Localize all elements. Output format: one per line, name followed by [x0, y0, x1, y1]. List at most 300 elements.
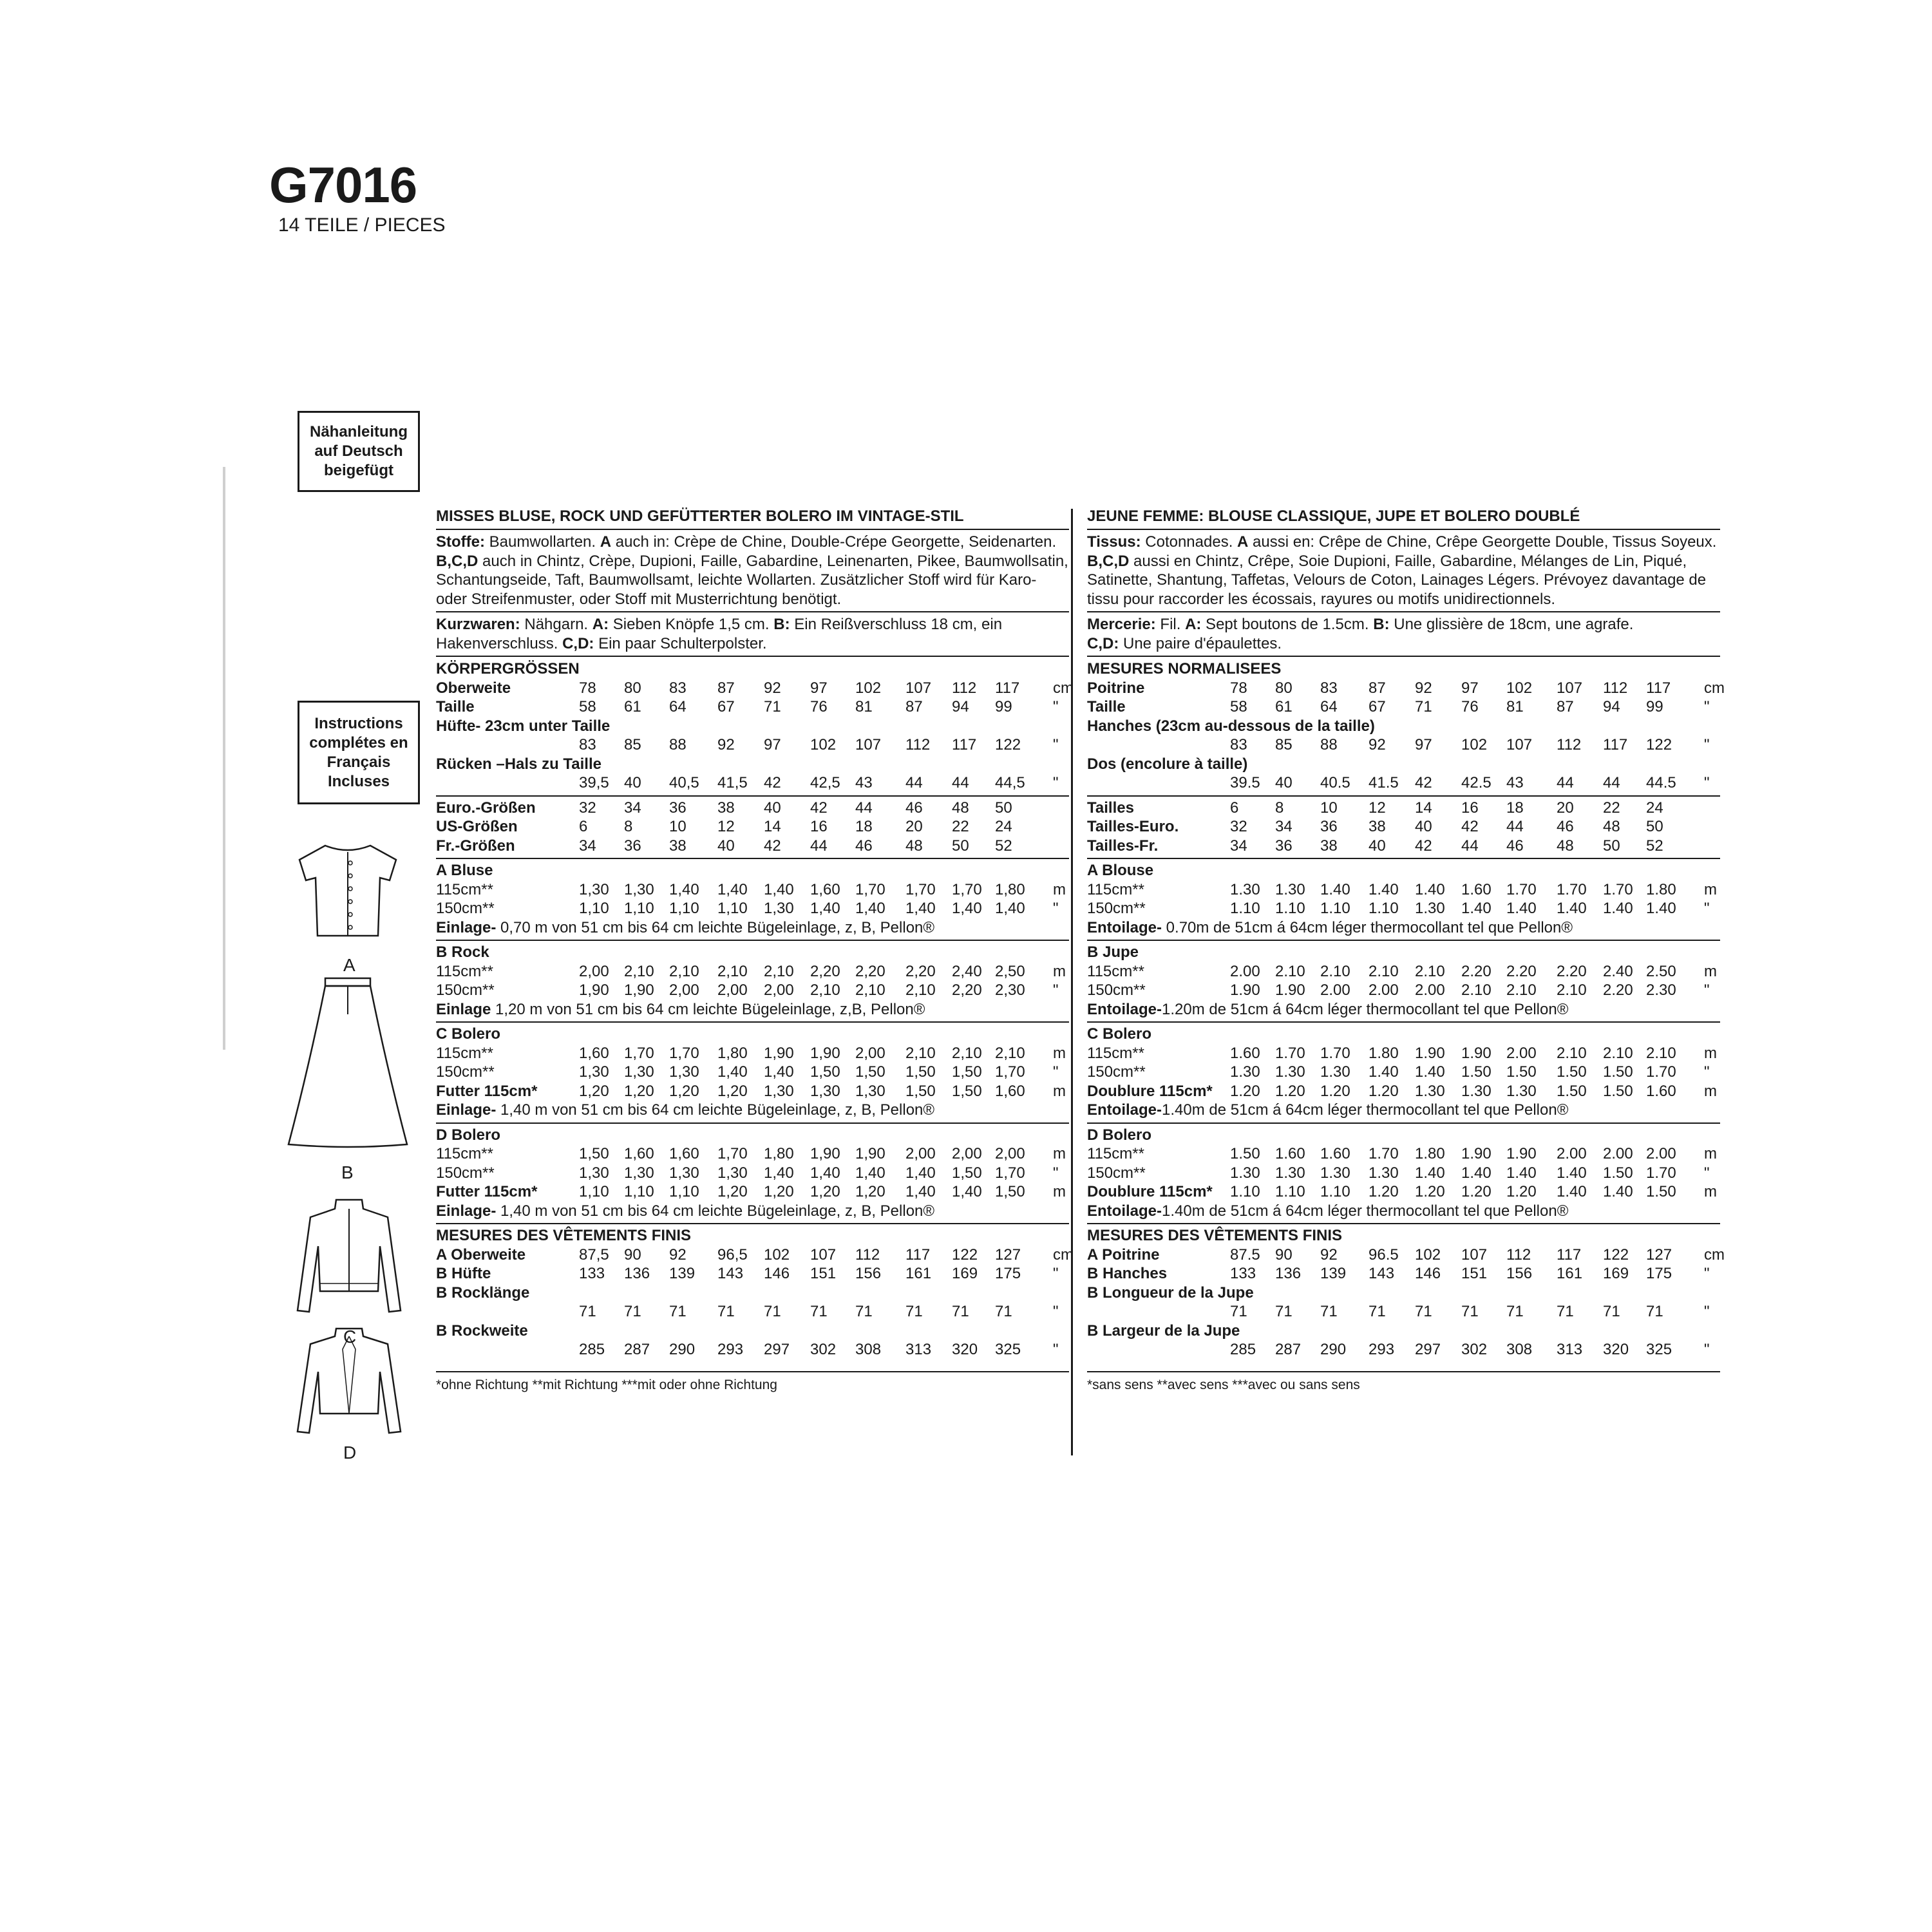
- interfacing-row: [436, 918, 1069, 938]
- german-instructions-text: Nähanleitung auf Deutsch beigefügt: [309, 423, 408, 479]
- interfacing-label: Einlage-: [436, 1101, 497, 1119]
- cell-value: 1,60: [669, 1145, 699, 1162]
- cell-value: 2.00: [1415, 981, 1445, 999]
- cell-value: 42: [1461, 818, 1479, 835]
- fabrics-text: auch in Chintz, Crèpe, Dupioni, Faille, Gabardine, Leinenarten, Pikee, Baumwollsatin, Schantungseide, Taft, Baumwollsamt, leichte Wollarten. Zusätzlicher Stoff wird für Karo- oder Streifenmuster, oder Stoff mit Musterrichtung benötigt.: [436, 552, 1068, 608]
- cell-value: 46: [905, 799, 923, 817]
- cell-value: 1.40: [1603, 1183, 1633, 1200]
- cell-value: 40: [1275, 774, 1293, 791]
- cell-value: 71: [810, 1303, 828, 1320]
- cell-value: 1.50: [1461, 1063, 1492, 1081]
- notions-text: Sept boutons de 1.5cm.: [1201, 616, 1374, 633]
- interfacing-text: 0.70m de 51cm á 64cm léger thermocollant tel que Pellon®: [1162, 918, 1573, 936]
- row-values: [436, 817, 1069, 837]
- row-label: 150cm**: [436, 981, 495, 999]
- cell-value: 1.30: [1368, 1164, 1399, 1182]
- cell-value: 325: [995, 1341, 1021, 1358]
- cell-value: 1.40: [1368, 1063, 1399, 1081]
- unit-label: ": [1704, 1164, 1710, 1182]
- interfacing-row: [436, 1202, 1069, 1221]
- cell-value: 39,5: [579, 774, 609, 791]
- table-row: [1087, 899, 1720, 918]
- cell-value: 64: [1320, 698, 1338, 715]
- cell-value: 24: [1646, 799, 1663, 817]
- cell-value: 1.90: [1415, 1044, 1445, 1062]
- cell-value: 42.5: [1461, 774, 1492, 791]
- cell-value: 1,90: [624, 981, 654, 999]
- cell-value: 2.10: [1557, 981, 1587, 999]
- cell-value: 107: [855, 736, 882, 753]
- table-row: [1087, 1245, 1725, 1265]
- cell-value: 38: [1320, 837, 1338, 855]
- cell-value: 1.60: [1230, 1044, 1260, 1062]
- cell-value: 102: [810, 736, 837, 753]
- interfacing-label: Entoilage-: [1087, 1202, 1162, 1220]
- cell-value: 87: [905, 698, 923, 715]
- section-rule: [1087, 940, 1720, 941]
- section-rule: [1087, 795, 1720, 797]
- section-rule: [436, 1371, 1069, 1372]
- notions-text: Ein Reißverschluss 18 cm, ein Hakenverschluss.: [436, 616, 1003, 652]
- view-b-label: B: [341, 1162, 354, 1182]
- row-values: [1087, 1063, 1720, 1082]
- cell-value: 285: [1230, 1341, 1256, 1358]
- row-label: Tailles: [1087, 799, 1134, 817]
- cell-value: 1.40: [1461, 1164, 1492, 1182]
- cell-value: 1.30: [1320, 1063, 1350, 1081]
- table-row: [1087, 1063, 1720, 1082]
- interfacing-row: [1087, 1101, 1720, 1120]
- cell-value: 76: [810, 698, 828, 715]
- table-row: [436, 817, 1069, 837]
- cell-value: 1.40: [1415, 880, 1445, 898]
- cell-value: 2.10: [1557, 1044, 1587, 1062]
- cell-value: 1.10: [1275, 1183, 1305, 1200]
- cell-value: 2.10: [1275, 962, 1305, 980]
- cell-value: 71: [1646, 1303, 1663, 1320]
- cell-value: 38: [669, 837, 687, 855]
- cell-value: 175: [1646, 1265, 1672, 1282]
- cell-value: 81: [855, 698, 873, 715]
- cell-value: 313: [1557, 1341, 1583, 1358]
- cell-value: 1,30: [579, 1164, 609, 1182]
- table-row: [1087, 1144, 1720, 1164]
- cell-value: 80: [624, 679, 641, 697]
- row-values: [436, 1082, 1069, 1101]
- table-row: [436, 837, 1069, 856]
- cell-value: 1.20: [1230, 1082, 1260, 1100]
- cell-value: 14: [1415, 799, 1432, 817]
- section-rule: [436, 1021, 1069, 1023]
- cell-value: 42: [810, 799, 828, 817]
- fabrics-view: A: [600, 533, 612, 551]
- cell-value: 1.10: [1230, 1183, 1260, 1200]
- row-values: [1087, 679, 1725, 698]
- cell-value: 1,20: [579, 1082, 609, 1100]
- cell-value: 1.40: [1557, 1164, 1587, 1182]
- cell-value: 1,70: [624, 1044, 654, 1062]
- cell-value: 1.90: [1461, 1145, 1492, 1162]
- cell-value: 1,40: [764, 1063, 794, 1081]
- cell-value: 1,60: [810, 880, 840, 898]
- cell-value: 71: [855, 1303, 873, 1320]
- view-a-label: A: [343, 955, 355, 975]
- view-yardage-header: D Bolero: [1087, 1126, 1152, 1144]
- cell-value: 287: [624, 1341, 650, 1358]
- cell-value: 1,60: [624, 1145, 654, 1162]
- cell-value: 2,10: [810, 981, 840, 999]
- row-label: Tailles-Fr.: [1087, 837, 1159, 855]
- row-label: A Poitrine: [1087, 1245, 1160, 1264]
- table-row: [1087, 981, 1720, 1000]
- notions-text: Une glissière de 18cm, une agrafe.: [1389, 616, 1634, 633]
- table-row: [1087, 1164, 1720, 1183]
- cell-value: 2,10: [669, 962, 699, 980]
- cell-value: 175: [995, 1265, 1021, 1282]
- cell-value: 102: [1461, 736, 1488, 753]
- row-values: [436, 1044, 1069, 1063]
- cell-value: 1.40: [1557, 1183, 1587, 1200]
- cell-value: 302: [1461, 1341, 1488, 1358]
- interfacing-text: 1,40 m von 51 cm bis 64 cm leichte Bügeleinlage, z, B, Pellon®: [496, 1101, 935, 1119]
- cell-value: 151: [810, 1265, 837, 1282]
- cell-value: 6: [579, 818, 588, 835]
- cell-value: 1.20: [1415, 1183, 1445, 1200]
- cell-value: 97: [810, 679, 828, 697]
- cell-value: 1.70: [1603, 880, 1633, 898]
- unit-label: ": [1053, 1063, 1059, 1081]
- cell-value: 40: [764, 799, 781, 817]
- cell-value: 1,10: [669, 1183, 699, 1200]
- cell-value: 1.60: [1320, 1145, 1350, 1162]
- cell-value: 90: [624, 1245, 641, 1264]
- unit-label: ": [1704, 1063, 1710, 1081]
- view-b-sketch: [283, 976, 412, 1150]
- cell-value: 99: [1646, 698, 1663, 715]
- cell-value: 2,00: [764, 981, 794, 999]
- cell-value: 40: [1415, 818, 1432, 835]
- cell-value: 88: [1320, 736, 1338, 753]
- cell-value: 20: [905, 818, 923, 835]
- unit-label: cm: [1704, 679, 1725, 697]
- cell-value: 1,30: [624, 880, 654, 898]
- row-values: [436, 837, 1069, 856]
- cell-value: 1,30: [579, 1063, 609, 1081]
- table-row: [1087, 880, 1720, 900]
- cell-value: 6: [1230, 799, 1239, 817]
- table-row: [436, 1082, 1069, 1101]
- cell-value: 1.90: [1230, 981, 1260, 999]
- cell-value: 2,10: [905, 1044, 936, 1062]
- unit-label: cm: [1704, 1245, 1725, 1264]
- unit-label: ": [1053, 1164, 1059, 1182]
- cell-value: 48: [905, 837, 923, 855]
- interfacing-row: [436, 1000, 1069, 1019]
- table-row: [1087, 837, 1720, 856]
- interfacing-text: 0,70 m von 51 cm bis 64 cm leichte Bügeleinlage, z, B, Pellon®: [496, 918, 935, 936]
- cell-value: 2.10: [1415, 962, 1445, 980]
- unit-label: m: [1053, 1082, 1066, 1100]
- cell-value: 1.60: [1275, 1145, 1305, 1162]
- cell-value: 2.20: [1557, 962, 1587, 980]
- cell-value: 107: [1461, 1245, 1488, 1264]
- cell-value: 1,70: [669, 1044, 699, 1062]
- cell-value: 146: [764, 1265, 790, 1282]
- unit-label: ": [1053, 981, 1059, 999]
- cell-value: 313: [905, 1341, 932, 1358]
- cell-value: 2,00: [669, 981, 699, 999]
- cell-value: 297: [1415, 1341, 1441, 1358]
- row-values: [1087, 880, 1720, 900]
- cell-value: 1,70: [995, 1063, 1025, 1081]
- cell-value: 127: [995, 1245, 1021, 1264]
- cell-value: 87: [1368, 679, 1386, 697]
- cell-value: 1,20: [717, 1183, 748, 1200]
- cell-value: 40,5: [669, 774, 699, 791]
- cell-value: 1,90: [810, 1145, 840, 1162]
- unit-label: cm: [1053, 1245, 1074, 1264]
- fabrics-text: auch in: Crèpe de Chine, Double-Crépe Georgette, Seidenarten.: [611, 533, 1057, 551]
- cell-value: 290: [669, 1341, 696, 1358]
- unit-label: ": [1704, 1265, 1710, 1282]
- cell-value: 1.70: [1646, 1164, 1676, 1182]
- row-label: Doublure 115cm*: [1087, 1183, 1213, 1200]
- view-yardage-header: B Jupe: [1087, 943, 1139, 961]
- cell-value: 1,40: [669, 880, 699, 898]
- cell-value: 32: [579, 799, 596, 817]
- pattern-code: G7016: [269, 156, 417, 213]
- cell-value: 2.00: [1368, 981, 1399, 999]
- cell-value: 94: [952, 698, 969, 715]
- cell-value: 96.5: [1368, 1245, 1399, 1264]
- row-label: 150cm**: [1087, 1164, 1146, 1182]
- cell-value: 96,5: [717, 1245, 748, 1264]
- notions-view: A:: [1185, 616, 1202, 633]
- cell-value: 1,20: [810, 1183, 840, 1200]
- row-values: [1087, 735, 1720, 755]
- row-label: Taille: [436, 698, 475, 715]
- row-label: 150cm**: [1087, 1063, 1146, 1081]
- cell-value: 36: [1275, 837, 1293, 855]
- cell-value: 1,30: [764, 900, 794, 917]
- cell-value: 36: [624, 837, 641, 855]
- cell-value: 36: [1320, 818, 1338, 835]
- cell-value: 1,50: [952, 1063, 982, 1081]
- unit-label: ": [1704, 698, 1710, 715]
- unit-label: m: [1704, 962, 1717, 980]
- interfacing-text: 1,40 m von 51 cm bis 64 cm leichte Bügeleinlage, z, B, Pellon®: [496, 1202, 935, 1220]
- cell-value: 2.00: [1603, 1145, 1633, 1162]
- table-row: [1087, 962, 1720, 981]
- cell-value: 1,70: [855, 880, 886, 898]
- finished-measurements-header: MESURES DES VÊTEMENTS FINIS: [1087, 1227, 1343, 1244]
- row-values: [436, 735, 1069, 755]
- cell-value: 1.30: [1506, 1082, 1537, 1100]
- section-rule: [436, 1223, 1069, 1224]
- cell-value: 1.30: [1275, 1063, 1305, 1081]
- cell-value: 117: [1603, 736, 1628, 753]
- row-values: [1087, 962, 1720, 981]
- cell-value: 2.00: [1320, 981, 1350, 999]
- view-c-sketch: [291, 1195, 407, 1317]
- row-values: [436, 799, 1069, 818]
- cell-value: 90: [1275, 1245, 1293, 1264]
- german-fabrics: [436, 530, 1069, 611]
- cell-value: 112: [905, 736, 931, 753]
- unit-label: ": [1053, 1341, 1059, 1358]
- row-label: 115cm**: [436, 962, 493, 980]
- notions-text: Nähgarn.: [520, 616, 592, 633]
- cell-value: 1.50: [1506, 1063, 1537, 1081]
- cell-value: 2.30: [1646, 981, 1676, 999]
- cell-value: 1.50: [1557, 1082, 1587, 1100]
- row-values: [436, 1340, 1069, 1359]
- unit-label: ": [1704, 774, 1710, 791]
- cell-value: 1.50: [1557, 1063, 1587, 1081]
- cell-value: 156: [855, 1265, 882, 1282]
- unit-label: m: [1704, 1082, 1717, 1100]
- row-label: B Rocklänge: [436, 1283, 530, 1302]
- table-row: [1087, 1082, 1720, 1101]
- cell-value: 1.50: [1603, 1164, 1633, 1182]
- cell-value: 71: [1275, 1303, 1293, 1320]
- cell-value: 161: [1557, 1265, 1583, 1282]
- cell-value: 42: [1415, 837, 1432, 855]
- finished-measurements-header: MESURES DES VÊTEMENTS FINIS: [436, 1227, 692, 1244]
- cell-value: 1,40: [905, 1183, 936, 1200]
- cell-value: 102: [764, 1245, 790, 1264]
- cell-value: 58: [579, 698, 596, 715]
- cell-value: 1.10: [1320, 900, 1350, 917]
- french-tables: [1087, 657, 1725, 1397]
- cell-value: 80: [1275, 679, 1293, 697]
- cell-value: 42: [764, 774, 781, 791]
- cell-value: 1,50: [579, 1145, 609, 1162]
- cell-value: 71: [1461, 1303, 1479, 1320]
- cell-value: 2.40: [1603, 962, 1633, 980]
- row-values: [436, 1063, 1069, 1082]
- cell-value: 44: [905, 774, 923, 791]
- cell-value: 107: [1557, 679, 1583, 697]
- unit-label: cm: [1053, 679, 1074, 697]
- cell-value: 112: [1506, 1245, 1531, 1264]
- unit-label: ": [1053, 1303, 1059, 1320]
- section-rule: [436, 1122, 1069, 1124]
- row-label: A Oberweite: [436, 1245, 526, 1264]
- cell-value: 2.20: [1506, 962, 1537, 980]
- cell-value: 1,10: [717, 900, 748, 917]
- cell-value: 1,40: [764, 1164, 794, 1182]
- cell-value: 71: [905, 1303, 923, 1320]
- cell-value: 293: [717, 1341, 744, 1358]
- cell-value: 36: [669, 799, 687, 817]
- german-instructions-box: [298, 411, 420, 492]
- unit-label: ": [1053, 698, 1059, 715]
- interfacing-text: 1.40m de 51cm á 64cm léger thermocollant tel que Pellon®: [1162, 1202, 1569, 1220]
- cell-value: 83: [1230, 736, 1247, 753]
- cell-value: 1.40: [1506, 1164, 1537, 1182]
- cell-value: 1.20: [1506, 1183, 1537, 1200]
- cell-value: 169: [1603, 1265, 1629, 1282]
- cell-value: 169: [952, 1265, 978, 1282]
- cell-value: 1.30: [1230, 1164, 1260, 1182]
- row-values: [436, 697, 1069, 717]
- column-divider: [1071, 509, 1073, 1455]
- cell-value: 112: [952, 679, 977, 697]
- table-row: [436, 1245, 1074, 1265]
- cell-value: 48: [1603, 818, 1620, 835]
- cell-value: 71: [624, 1303, 641, 1320]
- cell-value: 1,10: [624, 1183, 654, 1200]
- cell-value: 122: [995, 736, 1021, 753]
- cell-value: 143: [717, 1265, 744, 1282]
- cell-value: 1.60: [1461, 880, 1492, 898]
- french-instructions-text: Instructions complétes en Français Incluses: [309, 714, 408, 790]
- row-values: [1087, 1144, 1720, 1164]
- row-values: [1087, 1164, 1720, 1183]
- cell-value: 1.70: [1557, 880, 1587, 898]
- cell-value: 71: [579, 1303, 596, 1320]
- cell-value: 64: [669, 698, 687, 715]
- cell-value: 1.30: [1230, 880, 1260, 898]
- cell-value: 1.30: [1320, 1164, 1350, 1182]
- unit-label: m: [1053, 1145, 1066, 1162]
- cell-value: 40: [624, 774, 641, 791]
- cell-value: 58: [1230, 698, 1247, 715]
- cell-value: 1,20: [764, 1183, 794, 1200]
- table-row: [436, 679, 1074, 698]
- cell-value: 1.30: [1415, 1082, 1445, 1100]
- cell-value: 92: [1415, 679, 1432, 697]
- cell-value: 50: [952, 837, 969, 855]
- row-label: B Hüfte: [436, 1265, 491, 1282]
- cell-value: 38: [1368, 818, 1386, 835]
- cell-value: 1.40: [1506, 900, 1537, 917]
- cell-value: 2,10: [717, 962, 748, 980]
- french-notions: [1087, 612, 1720, 656]
- unit-label: m: [1053, 1183, 1066, 1200]
- interfacing-text: 1.40m de 51cm á 64cm léger thermocollant tel que Pellon®: [1162, 1101, 1569, 1119]
- cell-value: 2,10: [905, 981, 936, 999]
- cell-value: 1.50: [1646, 1183, 1676, 1200]
- cell-value: 48: [952, 799, 969, 817]
- cell-value: 1,40: [810, 900, 840, 917]
- cell-value: 1,30: [764, 1082, 794, 1100]
- fabrics-label: Stoffe:: [436, 533, 485, 551]
- cell-value: 2.10: [1506, 981, 1537, 999]
- row-label: Hanches (23cm au-dessous de la taille): [1087, 717, 1375, 735]
- fabrics-text: Baumwollarten.: [484, 533, 600, 551]
- cell-value: 2.20: [1603, 981, 1633, 999]
- cell-value: 34: [579, 837, 596, 855]
- cell-value: 1,70: [995, 1164, 1025, 1182]
- cell-value: 1.70: [1506, 880, 1537, 898]
- cell-value: 40.5: [1320, 774, 1350, 791]
- row-label: 150cm**: [436, 900, 495, 917]
- row-label: 115cm**: [436, 1145, 493, 1162]
- cell-value: 83: [579, 736, 596, 753]
- row-values: [436, 679, 1074, 698]
- cell-value: 139: [669, 1265, 696, 1282]
- row-values: [436, 899, 1069, 918]
- cell-value: 287: [1275, 1341, 1302, 1358]
- cell-value: 1.50: [1603, 1082, 1633, 1100]
- view-yardage-header: A Bluse: [436, 862, 493, 879]
- cell-value: 1.30: [1461, 1082, 1492, 1100]
- view-yardage-header: A Blouse: [1087, 862, 1154, 879]
- table-row: [1087, 799, 1720, 818]
- cell-value: 2,30: [995, 981, 1025, 999]
